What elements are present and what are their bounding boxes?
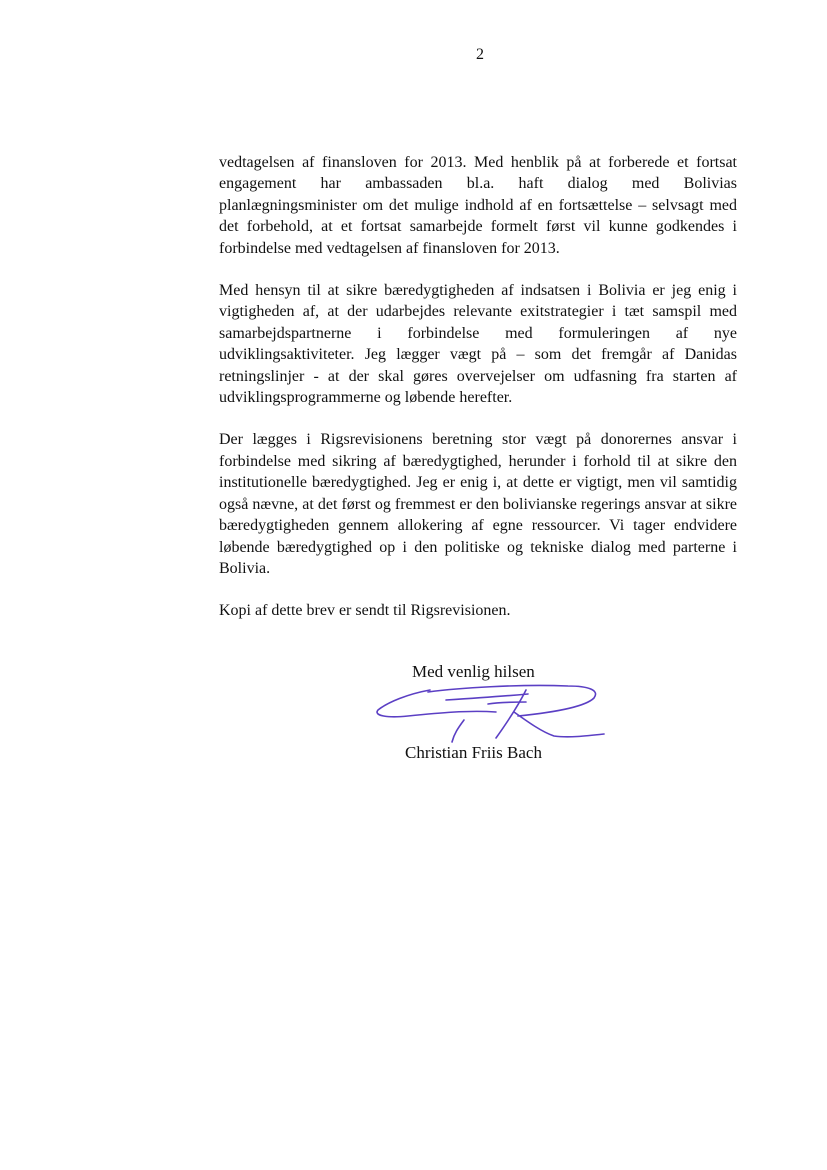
paragraph-sustainability: Med hensyn til at sikre bæredygtigheden af indsatsen i Bolivia er jeg enig i vigtigheden af, at der udarbejdes relevante exitstrategier i tæt samspil med samarbejdspartnerne i forbindelse med formuleringen af nye udviklingsaktiviteter. Jeg lægger vægt på – som det fremgår af Danidas retningslinjer - at der skal gøres overvejelser om udfasning fra starten af udviklingsprogrammerne og løbende herefter. <box>219 282 737 407</box>
signer-name: Christian Friis Bach <box>405 743 542 762</box>
paragraph-finance-law: vedtagelsen af finansloven for 2013. Med henblik på at forberede et fortsat engagement har ambassaden bl.a. haft dialog med Bolivias planlægningsminister om det mulige indhold af en fortsættelse – selvsagt med det forbehold, at et fortsat samarbejde formelt først vil kunne godkendes i forbindelse med vedtagelsen af finansloven for 2013. <box>219 154 737 257</box>
signature-stroke-3 <box>446 694 528 704</box>
signature-stroke-1 <box>377 690 496 717</box>
page-number: 2 <box>476 46 484 63</box>
paragraph-copy-note: Kopi af dette brev er sendt til Rigsrevisionen. <box>219 602 511 620</box>
paragraph-donor-responsibility: Der lægges i Rigsrevisionens beretning stor vægt på donorernes ansvar i forbindelse med sikring af bæredygtighed, herunder i forhold til at sikre den institutionelle bæredygtighed. Jeg er enig i, at dette er vigtigt, men vil samtidig også nævne, at det først og fremmest er den bolivianske regerings ansvar at sikre bæredygtigheden gennem allokering af egne ressourcer. Vi tager endvidere løbende bæredygtighed op i den politiske og tekniske dialog med parterne i Bolivia. <box>219 431 737 577</box>
signature-stroke-5 <box>452 720 464 742</box>
handwritten-signature <box>368 672 608 746</box>
letter-body <box>219 152 737 643</box>
closing-greeting: Med venlig hilsen <box>412 662 535 681</box>
signature-block <box>360 660 620 770</box>
signature-stroke-4 <box>496 690 604 738</box>
